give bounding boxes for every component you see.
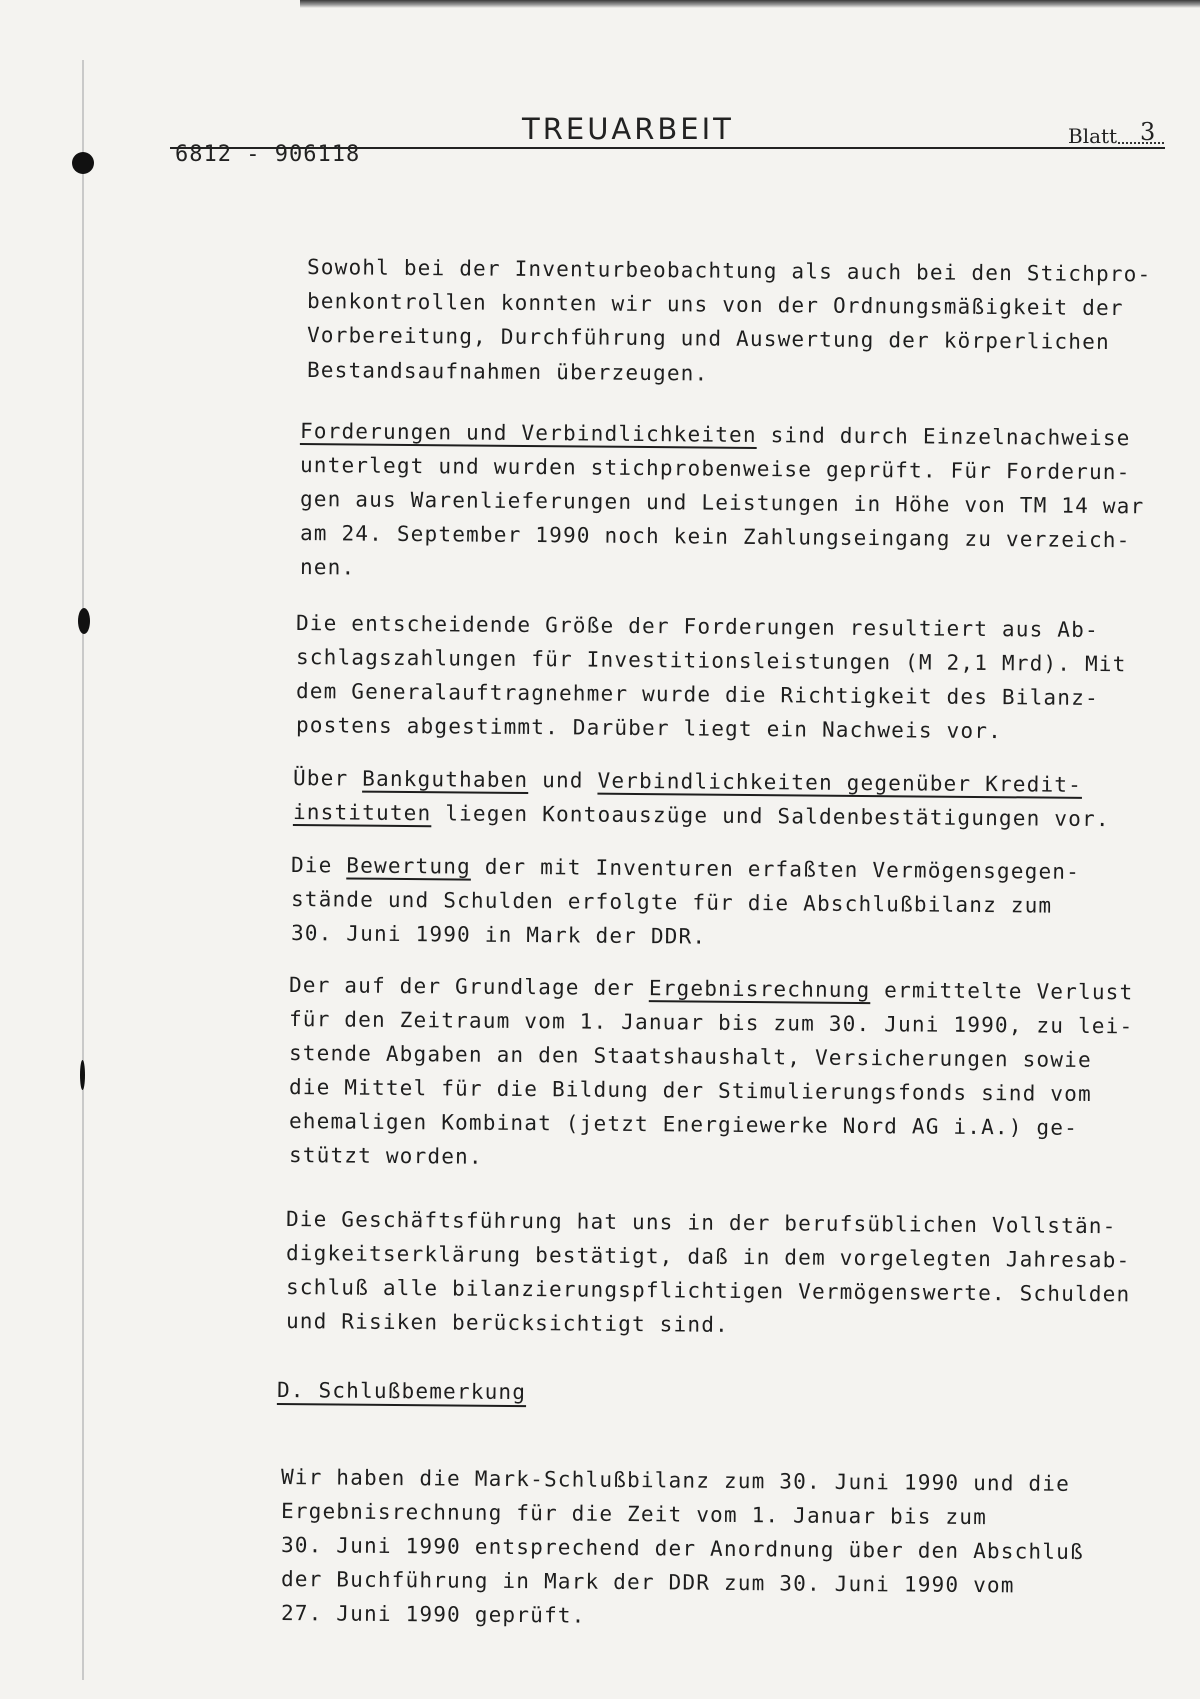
- text-line: die Mittel für die Bildung der Stimulierungsfonds sind vom: [288, 1075, 1092, 1107]
- underlined-term: Ergebnisrechnung: [648, 976, 871, 1003]
- text-line: Bestandsaufnahmen überzeugen.: [306, 358, 709, 386]
- scan-edge-shadow: [300, 0, 1200, 8]
- text-line: Ergebnisrechnung für die Zeit vom 1. Januar bis zum: [280, 1499, 988, 1530]
- underlined-term: Verbindlichkeiten gegenüber Kredit-: [597, 768, 1083, 797]
- sheet-number: 3: [1140, 118, 1156, 146]
- text-line: der Buchführung in Mark der DDR zum 30. Juni 1990 vom: [280, 1567, 1015, 1598]
- text-line: stände und Schulden erfolgte für die Abschlußbilanz zum: [290, 887, 1053, 918]
- text-line: 27. Juni 1990 geprüft.: [280, 1601, 586, 1628]
- punch-hole-mark: [72, 152, 94, 174]
- text-line: digkeitserklärung bestätigt, daß in dem vorgelegten Jahresab-: [285, 1241, 1131, 1273]
- text-line: am 24. September 1990 noch kein Zahlungseingang zu verzeich-: [299, 521, 1131, 553]
- text-line: ehemaligen Kombinat (jetzt Energiewerke Nord AG i.A.) ge-: [288, 1109, 1079, 1140]
- text-line: nen.: [299, 555, 356, 580]
- text-fragment: Der auf der Grundlage der: [288, 973, 650, 1001]
- sheet-label: Blatt: [1068, 124, 1118, 148]
- document-number: 6812 - 906118: [175, 142, 361, 167]
- punch-hole-mark: [80, 1060, 85, 1090]
- text-line: Wir haben die Mark-Schlußbilanz zum 30. Juni 1990 und die: [280, 1465, 1071, 1496]
- text-fragment: liegen Kontoauszüge und Saldenbestätigungen vor.: [431, 801, 1110, 832]
- text-line: Vorbereitung, Durchführung und Auswertung der körperlichen: [306, 323, 1110, 355]
- text-line: benkontrollen konnten wir uns von der Ordnungsmäßigkeit der: [306, 289, 1124, 321]
- text-line: und Risiken berücksichtigt sind.: [285, 1309, 730, 1337]
- text-line: stende Abgaben an den Staatshaushalt, Versicherungen sowie: [288, 1041, 1092, 1073]
- text-fragment: Die: [290, 853, 347, 878]
- underlined-term: Forderungen und Verbindlichkeiten: [299, 419, 757, 447]
- text-line: 30. Juni 1990 entsprechend der Anordnung über den Abschluß: [280, 1533, 1084, 1565]
- underlined-term: Bankguthaben: [362, 766, 529, 793]
- text-line: Sowohl bei der Inventurbeobachtung als auch bei den Stichpro-: [306, 255, 1152, 287]
- text-line: [289, 970, 1134, 1007]
- text-line: schluß alle bilanzierungspflichtigen Vermögenswerte. Schulden: [285, 1275, 1131, 1307]
- underlined-term: Bewertung: [346, 853, 472, 879]
- text-fragment: der mit Inventuren erfaßten Vermögensgegen-: [470, 854, 1081, 884]
- text-line: [300, 416, 1131, 453]
- text-line: [291, 850, 1080, 887]
- text-fragment: sind durch Einzelnachweise: [756, 422, 1131, 451]
- letterhead-title: TREUARBEIT: [522, 112, 734, 146]
- text-line: [293, 797, 1110, 834]
- text-line: stützt worden.: [288, 1143, 483, 1169]
- text-fragment: Über: [292, 766, 363, 791]
- underlined-term: instituten: [292, 800, 432, 826]
- text-line: gen aus Warenlieferungen und Leistungen in Höhe von TM 14 war: [299, 487, 1145, 519]
- text-line: dem Generalauftragnehmer wurde die Richtigkeit des Bilanz-: [295, 679, 1099, 711]
- section-heading: D. Schlußbemerkung: [276, 1378, 527, 1405]
- text-line: schlagszahlungen für Investitionsleistungen (M 2,1 Mrd). Mit: [295, 645, 1127, 677]
- text-fragment: ermittelte Verlust: [870, 978, 1134, 1005]
- text-fragment: und: [528, 768, 598, 793]
- text-line: [293, 763, 1082, 800]
- text-line: 30. Juni 1990 in Mark der DDR.: [290, 921, 707, 949]
- text-line: Die Geschäftsführung hat uns in der berufsüblichen Vollstän-: [285, 1207, 1117, 1239]
- punch-hole-mark: [78, 608, 90, 634]
- text-line: Die entscheidende Größe der Forderungen resultiert aus Ab-: [295, 611, 1099, 643]
- text-line: unterlegt und wurden stichprobenweise geprüft. Für Forderun-: [299, 453, 1131, 485]
- text-line: postens abgestimmt. Darüber liegt ein Nachweis vor.: [295, 713, 1003, 744]
- text-line: für den Zeitraum vom 1. Januar bis zum 30. Juni 1990, zu lei-: [288, 1007, 1134, 1039]
- page-edge-line: [82, 60, 84, 1680]
